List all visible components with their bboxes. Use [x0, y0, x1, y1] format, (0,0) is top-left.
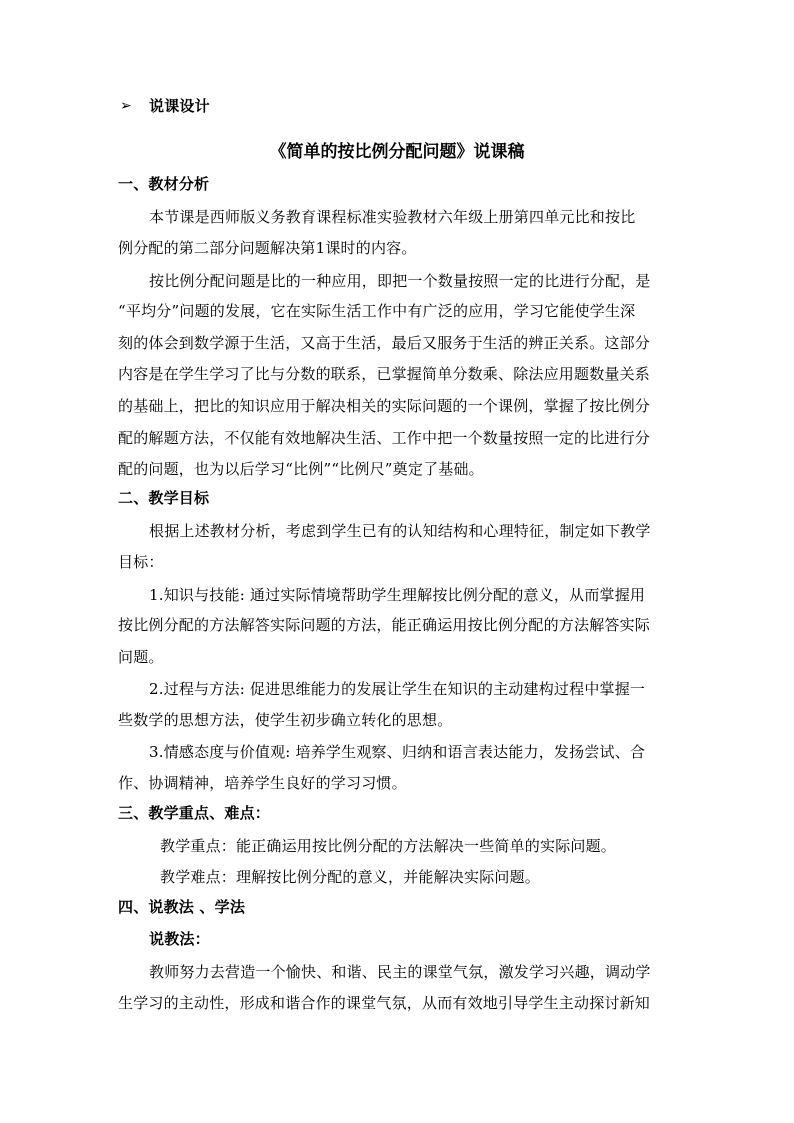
paragraph-line: 些数学的思想方法，使学生初步确立转化的思想。 [118, 711, 453, 729]
section-heading-1: 一、教材分析 [118, 175, 210, 193]
paragraph-line: 本节课是西师版义务教育课程标准实验教材六年级上册第四单元比和按比 [149, 208, 636, 226]
paragraph-line: 目标： [118, 553, 164, 571]
paragraph-line: 2.过程与方法: 促进思维能力的发展让学生在知识的主动建构过程中掌握一 [149, 680, 646, 698]
paragraph-line: 的基础上，把比的知识应用于解决相关的实际问题的一个课例，掌握了按比例分 [118, 397, 651, 415]
paragraph-line: 配的问题，也为以后学习“比例”“比例尺”奠定了基础。 [118, 460, 484, 478]
section-heading-4: 四、说教法 、学法 [118, 898, 246, 916]
section-label: 说课设计 [149, 97, 210, 115]
bullet-arrow-icon: ➢ [120, 98, 132, 114]
paragraph-line: “平均分”问题的发展，它在实际生活工作中有广泛的应用，学习它能使学生深 [118, 302, 636, 320]
paragraph-line: 根据上述教材分析，考虑到学生已有的认知结构和心理特征，制定如下教学 [149, 522, 651, 540]
paragraph-line: 生学习的主动性，形成和谐合作的课堂气氛，从而有效地引导学生主动探讨新知 [118, 994, 651, 1012]
paragraph-line: 教师努力去营造一个愉快、和谐、民主的课堂气氛，激发学习兴趣，调动学 [149, 963, 651, 981]
paragraph-line: 作、协调精神，培养学生良好的学习习惯。 [118, 774, 407, 792]
paragraph-line: 配的解题方法，不仅能有效地解决生活、工作中把一个数量按照一定的比进行分 [118, 429, 651, 447]
paragraph-line: 内容是在学生学习了比与分数的联系，已掌握简单分数乘、除法应用题数量关系 [118, 365, 651, 383]
paragraph-line: 按比例分配问题是比的一种应用，即把一个数量按照一定的比进行分配，是 [149, 272, 651, 290]
paragraph-line: 刻的体会到数学源于生活，又高于生活，最后又服务于生活的辨正关系。这部分 [118, 334, 651, 352]
page-title: 《简单的按比例分配问题》说课稿 [269, 142, 525, 162]
key-point: 教学重点：能正确运用按比例分配的方法解决一些简单的实际问题。 [160, 837, 617, 855]
difficult-point: 教学难点：理解按比例分配的意义，并能解决实际问题。 [160, 868, 541, 886]
paragraph-line: 1.知识与技能: 通过实际情境帮助学生理解按比例分配的意义，从而掌握用 [149, 586, 646, 604]
paragraph-line: 3.情感态度与价值观: 培养学生观察、归纳和语言表达能力，发扬尝试、合 [149, 743, 646, 761]
paragraph-line: 例分配的第二部分问题解决第1课时的内容。 [118, 239, 417, 257]
paragraph-line: 按比例分配的方法解答实际问题的方法，能正确运用按比例分配的方法解答实际 [118, 616, 651, 634]
section-heading-3: 三、教学重点、难点： [118, 804, 271, 822]
section-heading-2: 二、教学目标 [118, 489, 210, 507]
paragraph-line: 问题。 [118, 648, 164, 666]
subheading-teaching-method: 说教法： [149, 930, 210, 948]
